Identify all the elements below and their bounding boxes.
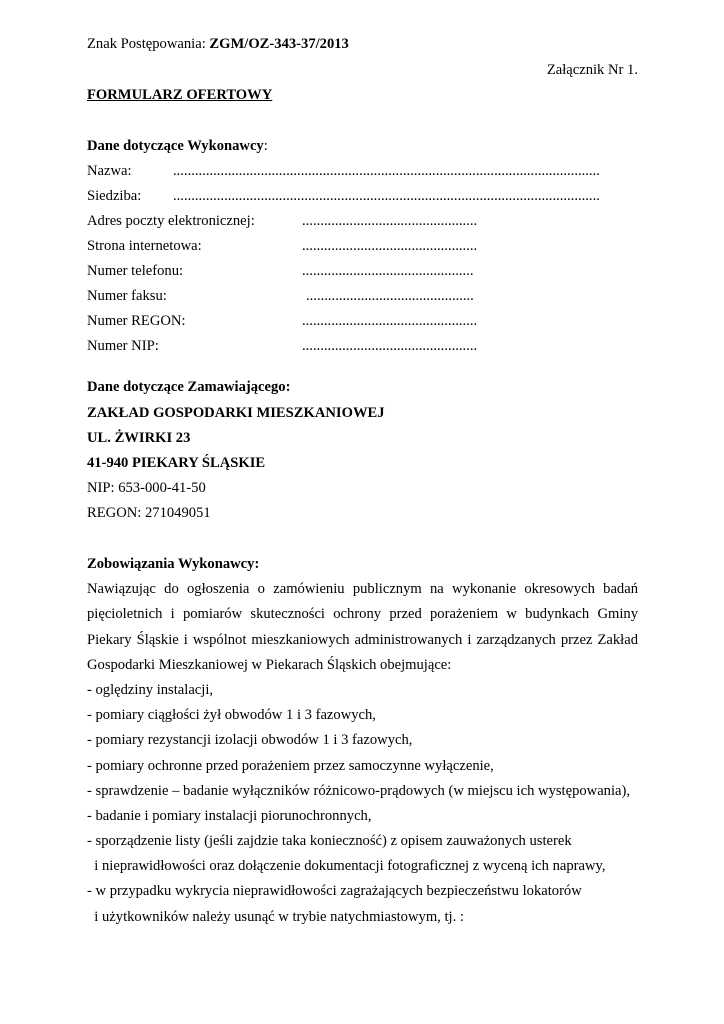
obligations-heading: Zobowiązania Wykonawcy: (87, 556, 260, 572)
field-email-label: Adres poczty elektronicznej: (87, 213, 255, 229)
orderer-name: ZAKŁAD GOSPODARKI MIESZKANIOWEJ (87, 405, 385, 421)
list-item: - pomiary ciągłości żył obwodów 1 i 3 fazowych, (87, 707, 376, 723)
list-item: - sprawdzenie – badanie wyłączników różnicowo-prądowych (w miejscu ich występowania), (87, 783, 631, 799)
list-item-continuation: i nieprawidłowości oraz dołączenie dokumentacji fotograficznej z wyceną ich naprawy, (87, 858, 606, 874)
case-reference-number: ZGM/OZ-343-37/2013 (209, 36, 349, 52)
list-item-continuation: i użytkowników należy usunąć w trybie natychmiastowym, tj. : (87, 909, 464, 925)
paragraph-line: Gospodarki Mieszkaniowej w Piekarach Śląskich obejmujące: (87, 657, 452, 673)
paragraph-line: pięcioletnich i pomiarów skuteczności ochrony przed porażeniem w budynkach Gminy (87, 606, 638, 622)
field-regon-dots[interactable]: ................................................ (302, 313, 478, 329)
attachment-label: Załącznik Nr 1. (546, 62, 638, 78)
list-item: - pomiary ochronne przed porażeniem przez samoczynne wyłączenie, (87, 758, 494, 774)
case-reference (87, 35, 349, 53)
field-name-label: Nazwa: (87, 163, 132, 179)
list-item: - badanie i pomiary instalacji piorunochronnych, (87, 808, 372, 824)
contractor-heading (87, 137, 268, 155)
field-name-dots[interactable]: ..................................................................................................................... (173, 163, 600, 179)
list-item: - oględziny instalacji, (87, 682, 214, 698)
list-item: - w przypadku wykrycia nieprawidłowości zagrażających bezpieczeństwu lokatorów (87, 883, 582, 899)
field-regon-label: Numer REGON: (87, 313, 186, 329)
field-website-dots[interactable]: ................................................ (302, 238, 478, 254)
orderer-city: 41-940 PIEKARY ŚLĄSKIE (87, 455, 266, 471)
orderer-street: UL. ŻWIRKI 23 (87, 430, 191, 446)
field-fax-dots[interactable]: .............................................. (306, 288, 474, 304)
field-website-label: Strona internetowa: (87, 238, 202, 254)
list-item: - pomiary rezystancji izolacji obwodów 1 i 3 fazowych, (87, 732, 413, 748)
orderer-heading: Dane dotyczące Zamawiającego: (87, 379, 291, 395)
field-nip-label: Numer NIP: (87, 338, 159, 354)
field-phone-dots[interactable]: ............................................... (302, 263, 474, 279)
paragraph-line: Piekary Śląskie i wspólnot mieszkaniowych administrowanych i zarządzanych przez Zakład (87, 632, 638, 648)
contractor-heading-text: Dane dotyczące Wykonawcy (87, 138, 264, 154)
field-phone-label: Numer telefonu: (87, 263, 184, 279)
orderer-nip: NIP: 653-000-41-50 (87, 480, 206, 496)
field-seat-dots[interactable]: ..................................................................................................................... (173, 188, 600, 204)
field-email-dots[interactable]: ................................................ (302, 213, 478, 229)
orderer-regon: REGON: 271049051 (87, 505, 211, 521)
field-nip-dots[interactable]: ................................................ (302, 338, 478, 354)
list-item: - sporządzenie listy (jeśli zajdzie taka konieczność) z opisem zauważonych usterek (87, 833, 572, 849)
case-reference-label: Znak Postępowania: (87, 36, 210, 52)
field-fax-label: Numer faksu: (87, 288, 167, 304)
field-seat-label: Siedziba: (87, 188, 142, 204)
paragraph-line: Nawiązując do ogłoszenia o zamówieniu publicznym na wykonanie okresowych badań (87, 581, 638, 597)
contractor-heading-colon: : (263, 138, 268, 154)
form-title: FORMULARZ OFERTOWY (87, 87, 273, 103)
